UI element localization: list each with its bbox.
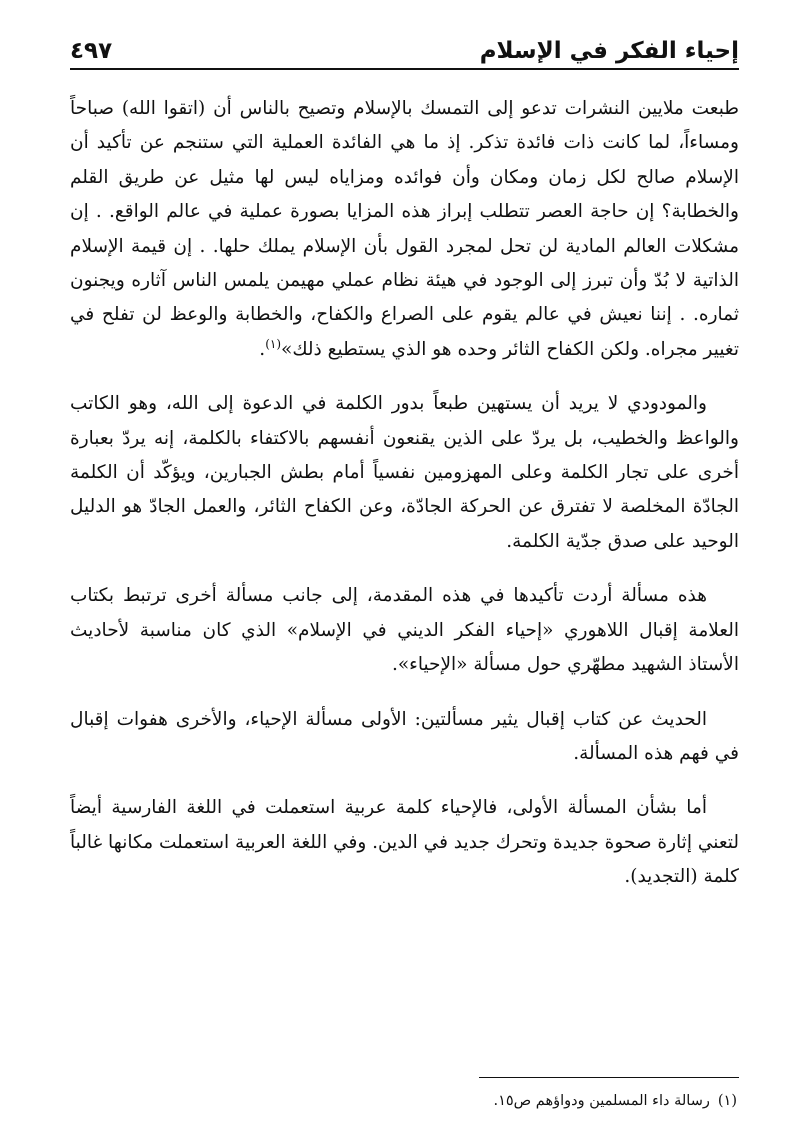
paragraph-4: الحديث عن كتاب إقبال يثير مسألتين: الأولى مسألة الإحياء، والأخرى هفوات إقبال في فهم هذه المسألة. — [70, 708, 739, 764]
paragraph-1-end: . — [259, 338, 266, 360]
footnote-number: (١) — [717, 1093, 737, 1109]
paragraph-5: أما بشأن المسألة الأولى، فالإحياء كلمة عربية استعملت في اللغة الفارسية أيضاً لتعني إثارة صحوة جديدة وتحرك جديد في الدين. وفي اللغة العربية استعملت مكانها غالباً كلمة (التجديد). — [70, 797, 739, 888]
running-header — [70, 26, 739, 66]
book-title: إحياء الفكر في الإسلام — [479, 38, 739, 64]
footnote-reference: (١) — [265, 336, 282, 351]
page-number: ٤٩٧ — [70, 38, 113, 64]
paragraph-1-text: طبعت ملايين النشرات تدعو إلى التمسك بالإسلام وتصيح بالناس أن (اتقوا الله) صباحاً ومساءاً، لما كانت ذات فائدة تذكر. إذ ما هي الفائدة العملية التي ستنجم عن تأكيد أن الإسلام صالح لكل زمان ومكان وأن فوائده ومزاياه ليس لها مثيل عن طريق القلم والخطابة؟ إن حاجة العصر تتطلب إبراز هذه المزايا بصورة عملية في عالم الواقع. . إن مشكلات العالم المادية لن تحل لمجرد القول بأن الإسلام يملك حلها. . إن قيمة الإسلام الذاتية لا بُدّ وأن تبرز إلى الوجود في هيئة نظام عملي مهيمن يلمس الناس آثاره ويجنون ثماره. . إننا نعيش في عالم يقوم على الصراع والكفاح، والخطابة والوعظ لن تفلح في تغيير مجراه. ولكن الكفاح الثائر وحده هو الذي يستطيع ذلك» — [70, 98, 739, 360]
footnote-divider — [479, 1077, 739, 1078]
header-divider — [70, 68, 739, 70]
paragraph-3: هذه مسألة أردت تأكيدها في هذه المقدمة، إلى جانب مسألة أخرى ترتبط بكتاب العلامة إقبال اللاهوري «إحياء الفكر الديني في الإسلام» الذي كان مناسبة لأحاديث الأستاذ الشهيد مطهّري حول مسألة «الإحياء». — [70, 585, 739, 676]
body-text — [70, 92, 739, 915]
paragraph-2: والمودودي لا يريد أن يستهين طبعاً بدور الكلمة في الدعوة إلى الله، وهو الكاتب والواعظ والخطيب، بل يردّ على الذين يقنعون أنفسهم بالاكتفاء بالكلمة، إنه يردّ بعبارة أخرى على تجار الكلمة وعلى المهزومين نفسياً أمام بطش الجبارين، ويؤكّد أن الكلمة الجادّة المخلصة لا تفترق عن الحركة الجادّة، وعن الكفاح الثائر، والعمل الجادّ هو الدليل الوحيد على صدق جدّية الكلمة. — [70, 393, 739, 552]
footnote-text: رسالة داء المسلمين ودواؤهم ص١٥. — [493, 1093, 710, 1109]
paragraph-1 — [70, 92, 739, 367]
footnote — [70, 1089, 737, 1113]
